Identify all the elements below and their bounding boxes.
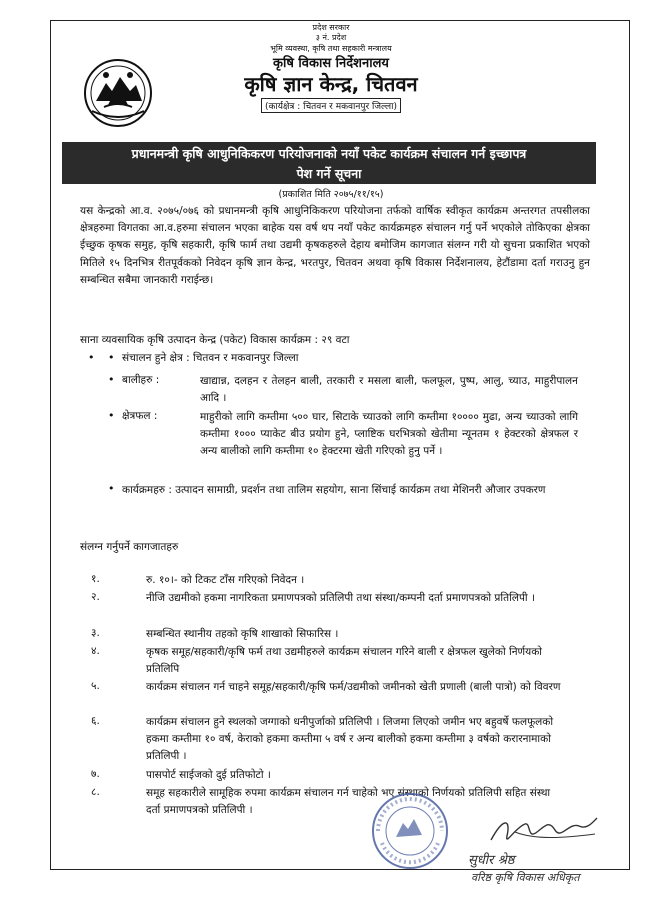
program-area: संचालन हुने क्षेत्र : चितवन र मकवानपुर जिल्ला bbox=[122, 352, 299, 364]
bullet-icon: • bbox=[108, 373, 115, 386]
doc-item-number: ५. bbox=[91, 680, 100, 692]
doc-item-text: सम्बन्धित स्थानीय तहको कृषि शाखाको सिफारिस । bbox=[146, 628, 339, 640]
official-stamp-icon bbox=[370, 791, 450, 871]
bullet-icon: • bbox=[108, 409, 115, 422]
doc-item-text: कार्यक्रम संचालन हुने स्थलको जग्गाको धनीपुर्जाको प्रतिलिपी । लिजमा लिएको जमीन भए बहुवर्षे फलफूलको हकमा कम्तीमा १० वर्ष, केराको हकमा कम्तीमा ५ वर्ष र अन्य बालीको हकमा कम्तीमा ३ वर्षको करारनामाको प्रतिलिपी । bbox=[146, 716, 554, 762]
doc-item-text: रु. १०।- को टिकट टाँस गरिएको निवेदन । bbox=[146, 574, 305, 586]
header-directorate: कृषि विकास निर्देशनालय bbox=[273, 56, 389, 71]
doc-item-number: ३. bbox=[91, 627, 100, 639]
doc-item-text: पासपोर्ट साईजको दुई प्रतिफोटो । bbox=[146, 769, 271, 781]
bullet-icon: • bbox=[108, 351, 115, 364]
notice-paragraph: यस केन्द्रको आ.व. २०७५/०७६ को प्रधानमन्त्री कृषि आधुनिकिकरण परियोजना तर्फको वार्षिक स्वीकृत कार्यक्रम अन्तरगत तपसीलका क्षेत्रहरुमा विगतका आ.व.हरुमा संचालन भएका बाहेक यस वर्ष थप नयाँ पकेट कार्यक्रमहरु संचालन गर्नु पर्ने भएकोले तोकिएका क्षेत्रका ईच्छुक कृषक समुह, कृषि सहकारी, कृषि फार्म तथा उद्यमी कृषकहरुले देहाय बमोजिम कागजात संलग्न गरी यो सुचना प्रकाशित भएको मितिले १५ दिनभित्र रीतपूर्वकको निवेदन कृषि ज्ञान केन्द्र, भरतपुर, चितवन अथवा कृषि विकास निर्देशनालय, हेटौंडामा दर्ता गराउनु हुन सम्बन्धित सबैमा जानकारी गराईन्छ। bbox=[80, 205, 590, 286]
doc-item-number: ४. bbox=[91, 645, 100, 657]
header-work-area bbox=[0, 98, 662, 113]
notice-title-banner bbox=[62, 142, 596, 184]
work-area-text: (कार्यक्षेत्र : चितवन र मकवानपुर जिल्ला) bbox=[261, 98, 401, 113]
doc-item-text: समूह सहकारीले सामूहिक रुपमा कार्यक्रम संचालन गर्न चाहेको भए संस्थाको निर्णयको प्रतिलिपी सहित संस्था दर्ता प्रमाणपत्रको प्रतिलिपी । bbox=[146, 787, 551, 816]
doc-item-number: १. bbox=[91, 573, 100, 585]
documents-title: संलग्न गर्नुपर्ने कागजातहरु bbox=[80, 541, 179, 553]
program-area-size-label: क्षेत्रफल : bbox=[122, 410, 158, 422]
header-ministry: भूमि व्यवस्था, कृषि तथा सहकारी मन्त्रालय bbox=[270, 44, 392, 53]
program-title: साना व्यवसायिक कृषि उत्पादन केन्द्र (पकेट) विकास कार्यक्रम : २९ वटा bbox=[80, 334, 350, 346]
header-government: प्रदेश सरकार bbox=[312, 23, 350, 32]
header-office: कृषि ज्ञान केन्द्र, चितवन bbox=[244, 72, 418, 96]
bullet-icon: • bbox=[88, 351, 95, 364]
doc-item-text: नीजि उद्यमीको हकमा नागरिकता प्रमाणपत्रको प्रतिलिपी तथा संस्था/कम्पनी दर्ता प्रमाणपत्रको प्रतिलिपी । bbox=[146, 592, 535, 604]
header-province: ३ नं. प्रदेश bbox=[315, 33, 347, 42]
program-crops-label: बालीहरु : bbox=[122, 374, 160, 386]
doc-item-number: २. bbox=[91, 591, 100, 603]
signatory-title: वरिष्ठ कृषि विकास अधिकृत bbox=[471, 871, 580, 884]
program-area-size-value: माहुरीको लागि कम्तीमा ५०० घार, सिटाके च्याउको लागि कम्तीमा १०००० मुढा, अन्य च्याउको लागि कम्तीमा १००० प्याकेट बीउ प्रयोग हुने, प्लाष्टिक घरभित्रको खेतीमा न्यूनतम १ हेक्टरको क्षेत्रफल र अन्य बालीको लागि कम्तीमा १० हेक्टरमा खेती गरिएको हुनु पर्ने । bbox=[200, 411, 578, 458]
doc-item-number: ८. bbox=[91, 786, 100, 798]
program-activities: कार्यक्रमहरु : उत्पादन सामाग्री, प्रदर्शन तथा तालिम सहयोग, साना सिंचाई कार्यक्रम तथा मेशिनरी औजार उपकरण bbox=[122, 484, 546, 496]
doc-item-number: ७. bbox=[91, 768, 100, 780]
doc-item-number: ६. bbox=[91, 715, 100, 727]
bullet-icon: • bbox=[108, 482, 115, 495]
published-date: (प्रकाशित मिति २०७५/११/१५) bbox=[278, 189, 384, 200]
doc-item-text: कृषक समूह/सहकारी/कृषि फर्म तथा उद्यमीहरुले कार्यक्रम संचालन गरिने बाली र क्षेत्रफल खुलेको निर्णयको प्रतिलिपि bbox=[146, 646, 543, 675]
notice-title-line1: प्रधानमन्त्री कृषि आधुनिकिकरण परियोजनाको नयाँ पकेट कार्यक्रम संचालन गर्न इच्छापत्र bbox=[131, 146, 527, 161]
doc-item-text: कार्यक्रम संचालन गर्न चाहने समूह/सहकारी/कृषि फर्म/उद्यमीको जमीनको खेती प्रणाली (बाली पात्रो) को विवरण bbox=[146, 681, 561, 693]
signatory-name: सुधीर श्रेष्ठ bbox=[468, 853, 515, 868]
notice-title-line2: पेश गर्ने सूचना bbox=[296, 166, 362, 181]
program-crops-value: खाद्यान्न, दलहन र तेलहन बाली, तरकारी र मसला बाली, फलफूल, पुष्प, आलु, च्याउ, माहुरीपालन आदि । bbox=[200, 375, 579, 405]
